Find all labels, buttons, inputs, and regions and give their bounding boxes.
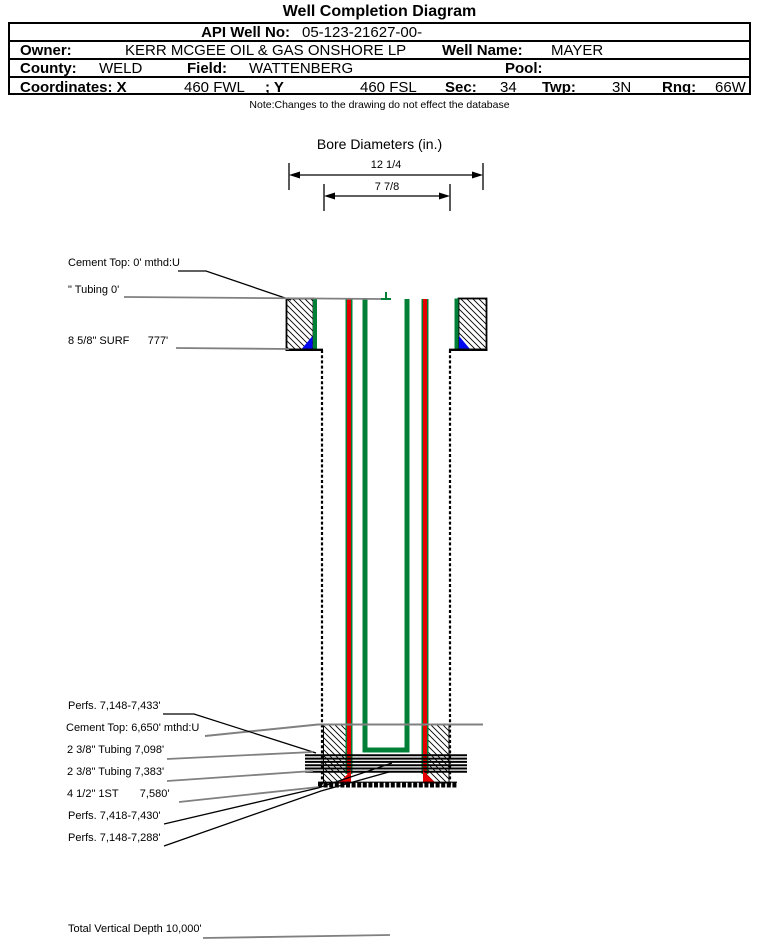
bore-diameters-title: Bore Diameters (in.) (316, 136, 443, 152)
surface-cement-right (449, 299, 488, 350)
surface-cement-left (286, 299, 324, 350)
label-tubing-1: 2 3/8" Tubing 7,098' (67, 744, 165, 756)
county-value: WELD (99, 60, 143, 77)
label-cement-top-production: Cement Top: 6,650' mthd:U (66, 722, 200, 734)
label-total-depth: Total Vertical Depth 10,000' (68, 923, 202, 935)
county-label: County: (20, 60, 77, 77)
leader-total-depth (203, 935, 390, 938)
sec-label: Sec: (445, 79, 477, 96)
label-perfs-upper: Perfs. 7,148-7,433' (68, 700, 161, 712)
field-label: Field: (187, 60, 227, 77)
production-cement-left (324, 724, 349, 783)
well-name-value: MAYER (551, 42, 604, 59)
twp-label: Twp: (542, 79, 576, 96)
coordinate-y-value: 460 FSL (360, 79, 417, 96)
database-note: Note:Changes to the drawing do not effect the database (249, 99, 510, 111)
leader-tubing-1 (167, 752, 313, 759)
sec-value: 34 (500, 79, 517, 96)
page-title: Well Completion Diagram (282, 3, 477, 20)
inner-bore-dimension-arrow (324, 184, 450, 211)
well-bottom (318, 782, 457, 785)
api-well-no-label: API Well No: (201, 24, 290, 41)
owner-label: Owner: (20, 42, 72, 59)
coordinate-y-label: ; Y (265, 79, 284, 96)
leader-tubing-top (124, 297, 381, 299)
outer-bore-dimension-arrow (289, 163, 483, 190)
well-name-label: Well Name: (442, 42, 523, 59)
label-cement-top-surface: Cement Top: 0' mthd:U (68, 257, 180, 269)
api-well-no-value: 05-123-21627-00- (302, 24, 423, 41)
rng-label: Rng: (662, 79, 697, 96)
label-tubing-top: " Tubing 0' (68, 284, 120, 296)
outer-bore-diameter-label: 12 1/4 (370, 159, 402, 171)
leader-surface-casing (176, 348, 289, 349)
owner-value: KERR MCGEE OIL & GAS ONSHORE LP (125, 42, 407, 59)
leader-production-casing (179, 787, 319, 802)
coordinate-x-value: 460 FWL (184, 79, 245, 96)
tubing-string (365, 299, 407, 750)
label-surface-casing: 8 5/8" SURF 777' (68, 335, 169, 347)
label-perfs-lower: Perfs. 7,148-7,288' (68, 832, 161, 844)
tubing-top-marker (381, 292, 391, 300)
field-value: WATTENBERG (249, 60, 354, 77)
leader-tubing-2 (167, 771, 313, 781)
inner-bore-diameter-label: 7 7/8 (374, 181, 400, 193)
label-production-casing: 4 1/2" 1ST 7,580' (67, 788, 170, 800)
leader-cement-top-surface (178, 271, 291, 300)
twp-value: 3N (612, 79, 632, 96)
coordinates-label: Coordinates: X (20, 79, 127, 96)
rng-value: 66W (715, 79, 746, 96)
label-tubing-2: 2 3/8" Tubing 7,383' (67, 766, 165, 778)
label-perfs-mid: Perfs. 7,418-7,430' (68, 810, 161, 822)
pool-label: Pool: (505, 60, 543, 77)
